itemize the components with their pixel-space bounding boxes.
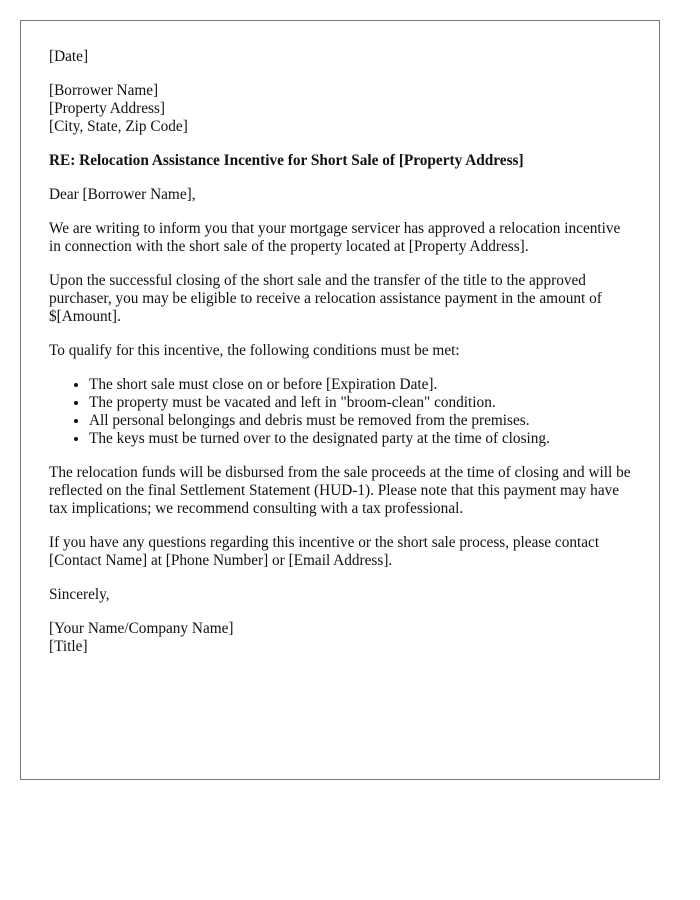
condition-item: • All personal belongings and debris must be removed from the premises. <box>89 412 631 430</box>
signature-title: [Title] <box>49 638 88 655</box>
recipient-name: [Borrower Name] <box>49 82 159 99</box>
letter-document <box>20 20 660 780</box>
condition-item: • The short sale must close on or before [Expiration Date]. <box>89 376 631 394</box>
subject-line: RE: Relocation Assistance Incentive for Short Sale of [Property Address] <box>49 152 524 169</box>
paragraph-eligibility: Upon the successful closing of the short sale and the transfer of the title to the approved purchaser, you may be eligible to receive a relocation assistance payment in the amount of $[Amount]. <box>49 272 602 325</box>
paragraph-contact: If you have any questions regarding this incentive or the short sale process, please contact [Contact Name] at [Phone Number] or [Email Address]. <box>49 534 600 569</box>
letter-date <box>49 48 631 66</box>
paragraph-conditions-intro: To qualify for this incentive, the following conditions must be met: <box>49 342 460 359</box>
signoff: Sincerely, <box>49 586 110 603</box>
date-text: [Date] <box>49 48 89 65</box>
signature-name: [Your Name/Company Name] <box>49 620 234 637</box>
recipient-property-address: [Property Address] <box>49 100 165 117</box>
recipient-city-state-zip: [City, State, Zip Code] <box>49 118 188 135</box>
condition-item: • The keys must be turned over to the designated party at the time of closing. <box>89 430 631 448</box>
condition-item: • The property must be vacated and left in "broom-clean" condition. <box>89 394 631 412</box>
salutation: Dear [Borrower Name], <box>49 186 196 203</box>
conditions-list <box>49 376 631 448</box>
recipient-address-block <box>49 82 631 136</box>
paragraph-funds-disbursement: The relocation funds will be disbursed from the sale proceeds at the time of closing and will be reflected on the final Settlement Statement (HUD-1). Please note that this payment may have tax implications; we recommend consulting with a tax professional. <box>49 464 631 517</box>
paragraph-approval: We are writing to inform you that your mortgage servicer has approved a relocation incentive in connection with the short sale of the property located at [Property Address]. <box>49 220 621 255</box>
signature-block <box>49 620 631 656</box>
